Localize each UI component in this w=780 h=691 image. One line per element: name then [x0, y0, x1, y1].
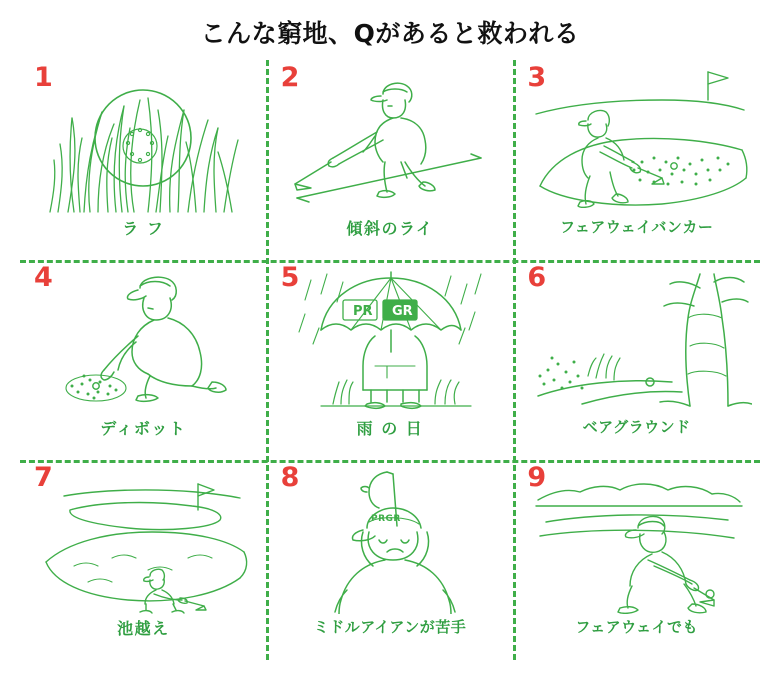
grid-cell-1	[20, 60, 267, 260]
cell-number: 7	[34, 462, 53, 493]
illustration-grid	[20, 60, 760, 660]
grid-cell-8	[267, 460, 514, 660]
fairway-shot-illustration	[522, 462, 752, 614]
cell-caption: フェアウェイバンカー	[559, 218, 714, 236]
cell-number: 3	[527, 62, 547, 93]
umbrella-rainy-day-illustration	[275, 262, 505, 414]
cell-number: 8	[280, 462, 300, 493]
bare-ground-tree-illustration	[522, 262, 752, 414]
rough-grass-illustration	[28, 62, 258, 214]
grid-cell-7	[20, 460, 267, 660]
page-title: こんな窮地、Qがあると救われる	[200, 19, 580, 48]
cell-number: 5	[280, 262, 300, 293]
cell-caption: フェアウェイでも	[575, 618, 698, 636]
umbrella-logo-left: PR	[352, 304, 373, 319]
grid-cell-6	[513, 260, 760, 460]
cell-number: 2	[280, 62, 300, 93]
cell-caption: 傾斜のライ	[346, 219, 434, 238]
cell-number: 1	[34, 62, 53, 93]
grid-cell-3	[513, 60, 760, 260]
cell-caption: ラ フ	[122, 219, 165, 238]
grid-cell-2	[267, 60, 514, 260]
cell-number: 6	[527, 262, 547, 293]
fairway-bunker-illustration	[522, 62, 752, 214]
middle-iron-weakness-illustration	[275, 462, 505, 614]
divot-kneeling-golfer-illustration	[28, 262, 258, 414]
golfer-on-slope-illustration	[275, 62, 505, 214]
cell-caption: 池越え	[117, 619, 170, 638]
cell-caption: ミドルアイアンが苦手	[313, 618, 467, 636]
grid-cell-5	[267, 260, 514, 460]
cap-logo-text: PRGR	[370, 514, 401, 524]
umbrella-logo-right: GR	[391, 304, 413, 319]
cell-caption: 雨 の 日	[356, 419, 424, 438]
cell-number: 9	[527, 462, 547, 493]
cell-number: 4	[34, 262, 53, 293]
grid-cell-4	[20, 260, 267, 460]
grid-cell-9	[513, 460, 760, 660]
water-carry-shot-illustration	[28, 462, 258, 614]
cell-caption: ディボット	[100, 419, 187, 438]
cell-caption: ベアグラウンド	[582, 418, 691, 436]
